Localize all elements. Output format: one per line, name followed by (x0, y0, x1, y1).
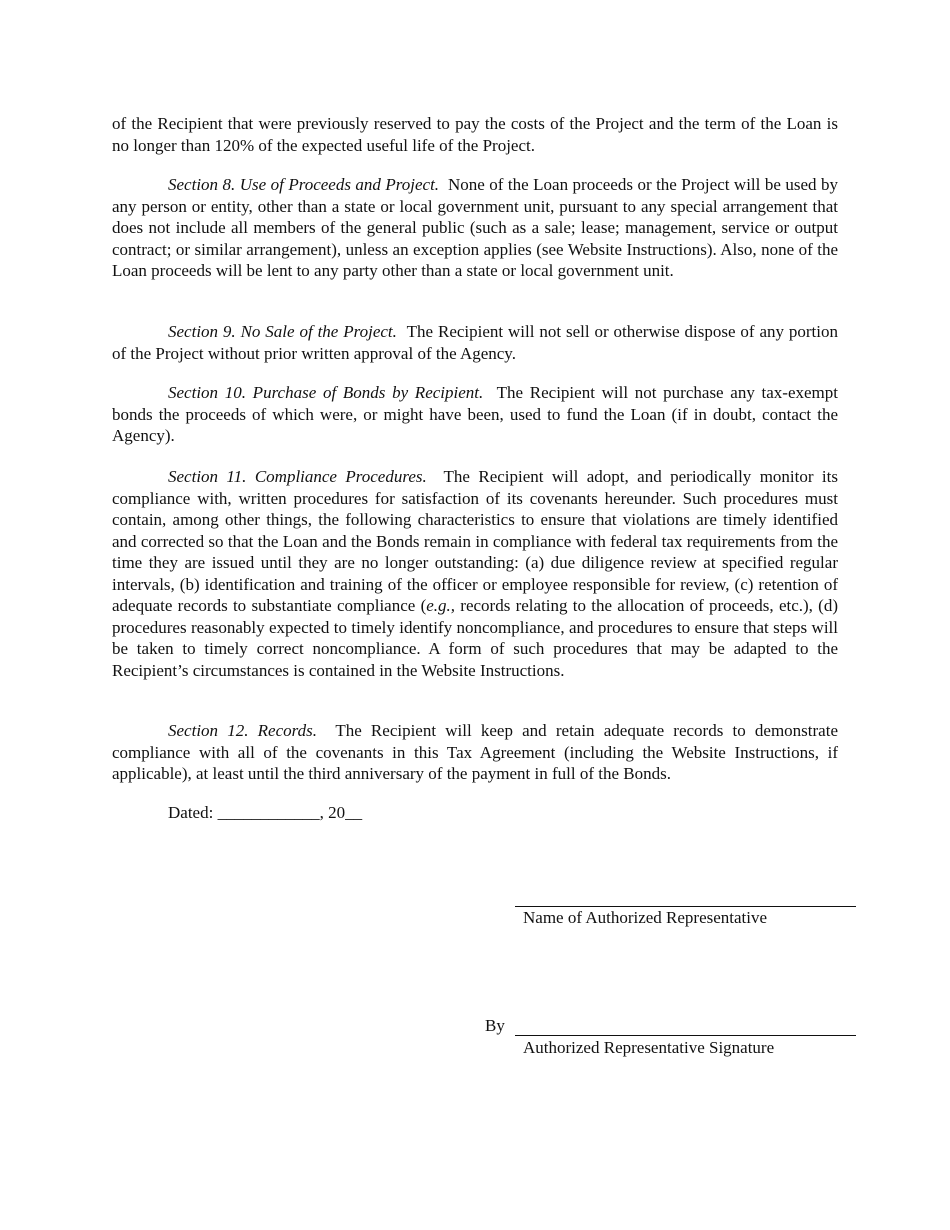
name-of-authorized-representative-label: Name of Authorized Representative (523, 908, 768, 927)
section-11-body-part2: records relating to the allocation of proceeds, etc.), (d) procedures reasonably expected to timely identify noncompliance, and procedures to ensure that steps will be taken to timely correct noncompliance. A form of such procedures that may be adapted to the Recipient’s circumstances is contained in the Website Instructions. (112, 596, 838, 680)
continuation-paragraph (112, 113, 838, 156)
section-11-body-part1: The Recipient will adopt, and periodically monitor its compliance with, written procedures for satisfaction of its covenants hereunder. Such procedures must contain, among other things, the following characteristics to ensure that violations are timely identified and corrected so that the Loan and the Bonds remain in compliance with federal tax requirements from the time they are issued until they are no longer outstanding: (a) due diligence review at specified regular intervals, (b) identification and training of the officer or employee responsible for review, (c) retention of adequate records to substantiate compliance ( (112, 467, 838, 615)
section-11-heading: Section 11. Compliance Procedures. (168, 467, 427, 486)
section-10-paragraph (112, 382, 838, 447)
section-12-paragraph (112, 720, 838, 785)
section-8-body: None of the Loan proceeds or the Project will be used by any person or entity, other than a state or local government unit, pursuant to any special arrangement that does not include all members of the general public (such as a sale; lease; management, service or output contract; or similar arrangement), unless an exception applies (see Website Instructions). Also, none of the Loan proceeds will be lent to any party other than a state or local government unit. (112, 175, 838, 280)
section-11-paragraph (112, 466, 838, 681)
section-10-body: The Recipient will not purchase any tax-exempt bonds the proceeds of which were, or might have been, used to fund the Loan (if in doubt, contact the Agency). (112, 383, 839, 445)
signature-line[interactable] (515, 1035, 856, 1036)
section-12-body: The Recipient will keep and retain adequate records to demonstrate compliance with all of the covenants in this Tax Agreement (including the Website Instructions, if applicable), at least until the third anniversary of the payment in full of the Bonds. (112, 721, 838, 783)
section-9-heading: Section 9. No Sale of the Project. (168, 322, 397, 341)
continuation-text: of the Recipient that were previously reserved to pay the costs of the Project and the term of the Loan is no longer than 120% of the expected useful life of the Project. (112, 114, 838, 155)
section-12-heading: Section 12. Records. (168, 721, 317, 740)
by-label: By (485, 1016, 505, 1035)
section-8-paragraph (112, 174, 838, 282)
section-8-heading: Section 8. Use of Proceeds and Project. (168, 175, 440, 194)
section-10-heading: Section 10. Purchase of Bonds by Recipient. (168, 383, 484, 402)
section-9-paragraph (112, 321, 838, 364)
authorized-representative-signature-label: Authorized Representative Signature (523, 1038, 775, 1057)
dated-field[interactable]: Dated: ____________, 20__ (168, 803, 363, 822)
section-11-body-italic: e.g., (426, 596, 456, 615)
section-9-body: The Recipient will not sell or otherwise dispose of any portion of the Project without prior written approval of the Agency. (112, 322, 838, 363)
